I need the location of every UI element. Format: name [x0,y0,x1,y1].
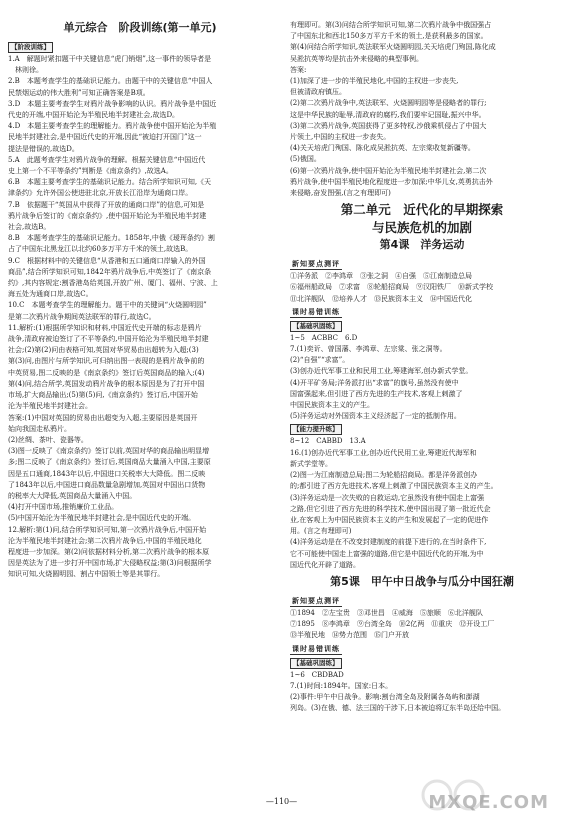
answer-line: 9.C 根据材料中的关键信息“从香港和五口通商口岸输入的外国 [8,256,206,265]
lesson-4-ability-label: 【能力提升练】 [290,424,342,435]
answer-line: (2)图一为江南制造总局;图二为轮船招商局。都是洋务派创办 [290,471,478,480]
answer-line: 吴淞抗英等均是抗击外来侵略的典型事例。 [290,54,423,63]
answer-line: 第(3)问,由图片与所学知识,可归纳出图一表现的是鸦片战争前的 [8,357,205,366]
answer-line: 了1843年以后,中国进口商品数量急剧增加,英国对中国出口货物 [8,480,206,489]
answer-line: 但被清政府镇压。 [290,88,346,97]
answer-line: 6.B 本题主要考查学生的基础识记能力。结合所学知识可知,《天 [8,178,212,187]
page-number: —110— [265,797,298,806]
answer-line: (2)第二次鸦片战争中,英法联军、火烧圆明园等是侵略者的罪行; [290,99,487,108]
answer-line: 这是中华民族的耻辱,清政府的腐朽,我们要牢记国耻,振兴中华。 [290,110,486,119]
answer-line: 用。(言之有理即可) [290,527,352,536]
knowledge-chip-row: ⑬半殖民地 ⑭势力范围 ⑮门户开放 [290,631,409,640]
answer-line: 7.(1)时间:1894年。国家:日本。 [290,681,393,690]
lesson-4-answer-lines [290,333,554,423]
answer-line: 5.A 此题考查学生对鸦片战争的理解。根据关键信息“中国近代 [8,155,206,164]
answer-line: 1~5 ACBBC 6.D [290,333,358,342]
answer-line: 民地半封建社会,是中国近代史的开端,因此“被迫打开国门”这一 [8,133,202,142]
answer-line: 片领土,中国的主权进一步丧失。 [290,133,391,142]
unit-2-title-line-1: 第二单元 近代化的早期探索 [340,202,504,218]
answer-line: 国近代化开辟了道路。 [290,560,360,569]
lesson-4-chips [290,271,554,305]
answer-line: 约》,其内容规定:割香港岛给英国,开放广州、厦门、福州、宁波、上 [8,279,218,288]
answer-line: 第(4)问,结合所学,英国发动鸦片战争的根本原因是为了打开中国 [8,379,205,388]
answer-line: 的税率大大降低,英国商品大量涌入中国。 [8,491,137,500]
answer-line: 国富强起来,但引进了西方先进的生产技术,客观上刺激了 [290,389,463,398]
answer-line: 了中国东北和西北150多万平方千米的领土,是获利最多的国家。 [290,32,488,41]
answer-line: 有理即可。第(3)问结合所学知识可知,第二次鸦片战争中俄国强占 [290,21,492,29]
answer-line: 提法是错误的,故选D。 [8,144,79,153]
answer-line: 10.C 本题考查学生的理解能力。题干中的关键词“火烧圆明园” [8,301,207,310]
answer-line: 3.D 本题主要考查学生对鸦片战争影响的认识。鸦片战争是中国近 [8,99,217,108]
answer-line: 的;都引进了西方先进技术,客观上刺激了中国民族资本主义的产生。 [290,482,498,491]
answer-line: 8.B 本题考查学生的基础识记能力。1858年,中俄《瑷珲条约》割 [8,234,215,243]
answer-line: 代史的开端,中国开始沦为半殖民地半封建社会,故选D。 [8,111,180,120]
answer-line: 商品”,结合所学知识可知,1842年鸦片战争后,中英签订了《南京条 [8,267,212,276]
answer-line: 是第二次鸦片战争期间英法联军的罪行,故选C。 [8,312,156,321]
unit-2-title-line-2: 与民族危机的加剧 [371,220,472,236]
lesson-5-answer-lines [290,670,554,715]
answer-line: 1~6 CBDBAD [290,670,344,679]
answer-line: 沦为半殖民地半封建社会。 [8,402,92,411]
lesson-5-new-knowledge-label: 新知要点测评 [292,596,340,605]
lesson-5-title: 第5课 甲午中日战争与瓜分中国狂潮 [330,574,514,588]
right-column [290,20,554,790]
knowledge-chip-row: ①1894 ②左宝贵 ③邓世昌 ④威海 ⑤旅顺 ⑥北洋舰队 [290,608,483,617]
answer-line: 新式学堂等。 [290,459,332,468]
answer-line: 多;图二反映了《南京条约》签订后,英国商品大量涌入中国,主要原 [8,458,211,467]
answer-line: 之路,但它引进了西方先进的科学技术,使中国出现了第一批近代企 [290,504,491,513]
answer-line: 答案:(1)中国对英国的贸易由出超变为入超,主要原因是英国开 [8,413,198,422]
answer-line: 2.B 本题考查学生的基础识记能力。由题干中的关键信息“中国人 [8,77,213,86]
answer-line: 始向我国走私鸦片。 [8,424,71,433]
answer-line: 16.(1)创办近代军事工业,创办近代民用工业,筹建近代海军和 [290,448,477,457]
answer-line: 林则徐。 [8,66,43,75]
answer-line: (3)第二次鸦片战争,英国获得了更多特权,沙俄乘机侵占了中国大 [290,121,487,130]
answer-line: (5)洋务运动对外国资本主义经济起了一定的抵制作用。 [290,412,461,421]
lesson-5-basic-label: 【基础巩固练】 [290,658,342,669]
answer-line: 1.A 解题时紧扣题干中关键信息“虎门销烟”,这一事件的领导者是 [8,55,212,63]
answer-line: 12.解析:第(1)问,结合所学知识可知,第一次鸦片战争后,中国开始 [8,525,207,534]
knowledge-chip-row: ⑥福州船政局 ⑦求富 ⑧轮船招商局 ⑨汉阳铁厂 ⑩新式学校 [290,283,493,292]
knowledge-chip-row: ⑪北洋舰队 ⑫培养人才 ⑬民族资本主义 ⑭中国近代化 [290,294,472,303]
lesson-4-ability-lines [290,436,554,570]
answer-line: 业,在客观上为中国民族资本主义的产生和发展起了一定的促进作 [290,515,489,524]
answer-line: 8~12 CABBD 13.A [290,437,366,446]
answer-line: 它不可能使中国走上富强的道路,但它是中国近代化的开端,为中 [290,549,484,558]
lesson-4-title: 第4课 洋务运动 [379,238,465,252]
answer-line: 海五处为通商口岸,故选C。 [8,290,93,299]
lesson-4-practice-label: 课时易错训练 [292,307,340,316]
left-column [8,20,272,790]
lesson-5-practice-label: 课时易错训练 [292,644,340,653]
answer-line: 市场,扩大商品输出;(5)第(5)问,《南京条约》签订后,中国开始 [8,391,198,400]
answer-line: 中英贸易,图二反映的是《南京条约》签订后英国商品的输入;(4) [8,368,205,377]
lesson-4-new-knowledge-label: 新知要点测评 [292,260,340,269]
answer-line: (4)开平矿务局;洋务派打出“求富”的旗号,虽然没有使中 [290,378,459,387]
answer-line: 鸦片战争,使中国半殖民地化程度进一步加深;中华儿女,英勇抗击外 [290,177,493,186]
answer-line: 津条约》允许外国公使进驻北京,开放长江沿岸为通商口岸。 [8,189,193,198]
answer-line: (4)关天培虎门殉国、陈化成吴淞抗英、左宗棠收复新疆等。 [290,144,475,153]
watermark-text: MXQE.COM [428,792,549,813]
answer-line: 占了中国东北黑龙江以北约60多万平方千米的领土,故选B。 [8,245,193,254]
answer-line: (6)第一次鸦片战争,使中国开始沦为半殖民地半封建社会,第二次 [290,166,487,175]
answer-line: (5)中国开始沦为半殖民地半封建社会,是中国近代史的开端。 [8,514,196,523]
left-answer-lines [8,54,272,581]
answer-line: (2)“自强”“求富”。 [290,356,350,365]
knowledge-chip-row: ①洋务派 ②李鸿章 ③张之洞 ④自强 ⑤江南制造总局 [290,272,472,281]
answer-line: 因是英法为了进一步打开中国市场,扩大侵略权益;第(3)问根据所学 [8,559,212,568]
answer-line: 社会;(2)第(2)问由表格可知,英国对华贸易由出超转为入超;(3) [8,346,199,355]
answer-line: 史上第一个不平等条约”判断是《南京条约》,故选A。 [8,167,173,176]
answer-line: 中国民族资本主义的产生。 [290,401,374,410]
right-top-lines [290,20,554,199]
answer-line: 鸦片战争后签订的《南京条约》,使中国开始沦为半殖民地半封建 [8,211,207,220]
answer-line: 社会,故选B。 [8,223,51,232]
answer-line: 知识可知,火烧圆明园、割占中国领土等是其罪行。 [8,570,165,579]
lesson-5-chips [290,608,554,642]
unit-review-title: 单元综合 阶段训练(第一单元) [63,21,217,34]
answer-line: (3)图一反映了《南京条约》签订以前,英国对华的商品输出明显增 [8,447,210,456]
answer-line: 因是五口通商,1843年以后,中国进口关税率大大降低。图二反映 [8,469,206,478]
answer-line: 11.解析:(1)根据所学知识和材料,中国近代史开端的标志是鸦片 [8,323,202,332]
answer-line: (4)打开中国市场,推销廉价工业品。 [8,503,119,512]
section-label-stage-training: 【阶段训练】 [8,42,53,53]
answer-line: 沦为半殖民地半封建社会;第二次鸦片战争后,中国的半殖民地化 [8,536,202,545]
answer-line: (2)事件:甲午中日战争。影响:割台湾全岛及附属各岛屿和澎湖 [290,692,480,701]
answer-line: 民禁烟运动的伟大胜利”可知正确答案是B项。 [8,88,150,97]
answer-line: 7.(1)奕䜣、曾国藩、李鸿章、左宗棠、张之洞等。 [290,345,447,354]
answer-line: (4)洋务运动是在不改变封建制度的前提下进行的,在当时条件下, [290,538,487,547]
answer-line: 7.B 依据题干“英国从中获得了开放的通商口岸”的信息,可知是 [8,200,205,209]
answer-line: 来侵略,奋发图强,(言之有理即可) [290,189,391,198]
answer-line: (5)俄国。 [290,155,321,164]
answer-line: 程度进一步加深。第(2)问依据材料分析,第二次鸦片战争的根本原 [8,547,210,556]
answer-line: (3)创办近代军事工业和民用工业,筹建海军,创办新式学堂。 [290,367,473,376]
lesson-4-basic-label: 【基础巩固练】 [290,321,342,332]
answer-line: (3)洋务运动是一次失败的自救运动,它虽然没有使中国走上富强 [290,493,485,502]
answer-line: 4.D 本题主要考查学生的理解能力。鸦片战争使中国开始沦为半殖 [8,122,217,131]
answer-line: (2)丝绸、茶叶、瓷器等。 [8,435,88,444]
answer-line: 战争,清政府被迫签订了不平等条约,中国开始沦为半殖民地半封建 [8,335,209,344]
answer-line: 答案: [290,65,307,74]
answer-line: 第(4)问结合所学知识,英法联军火烧圆明园,关天培虎门殉国,陈化成 [290,43,496,52]
knowledge-chip-row: ⑦1895 ⑧李鸿章 ⑨台湾全岛 ⑩2亿两 ⑪重庆 ⑫开设工厂 [290,620,495,629]
answer-line: 列岛。(3)在俄、德、法三国的干涉下,日本被迫将辽东半岛还给中国。 [290,704,506,713]
answer-line: (1)加深了进一步的半殖民地化,中国的主权进一步丧失, [290,77,459,86]
